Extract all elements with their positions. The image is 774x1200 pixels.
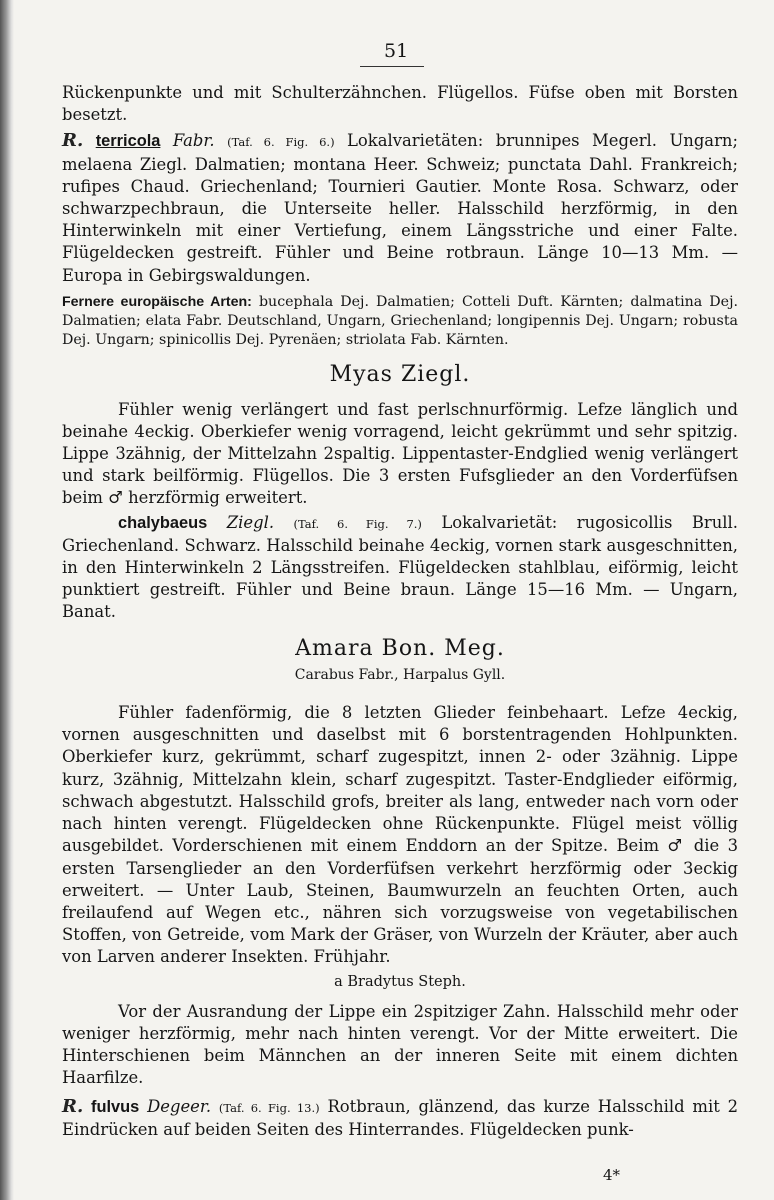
- terricola-description: Lokalvarietäten: brunnipes Megerl. Ungarn; melaena Ziegl. Dalmatien; montana Heer. Schweiz; punctata Dahl. Frankreich; rufipes Chaud. Griechenland; Tournieri Gautier. Monte Rosa. Schwarz, oder schwarzpechbraun, die Unterseite heller. Halsschild herzförmig, in den Hinterwinkeln mit einer Vertiefung, einem Längsstriche und einer Falte. Flügeldecken gestreift. Fühler und Beine rotbraun. Länge 10—13 Mm. — Europa in Gebirgswaldungen.: [62, 131, 738, 285]
- bradytus-description: Vor der Ausrandung der Lippe ein 2spitziger Zahn. Halsschild mehr oder weniger herzförmig, mehr nach hinten verengt. Vor der Mitte erweitert. Die Hinterschienen beim Männchen an der inneren Seite mit einem dichten Haarfilze.: [62, 1001, 738, 1088]
- subgenus-heading-bradytus: a Bradytus Steph.: [334, 973, 466, 990]
- terricola-entry: [62, 130, 738, 286]
- page-body: [62, 82, 738, 1141]
- species-name-terricola: terricola: [95, 132, 161, 151]
- myas-description: Fühler wenig verlängert und fast perlschnurförmig. Lefze länglich und beinahe 4eckig. Oberkiefer wenig vorragend, leicht gekrümmt und sehr spitzig. Lippe 3zähnig, der Mittelzahn 2spaltig. Lippentaster-Endglied wenig verlängert und stark beilförmig. Flügellos. Die 3 ersten Fufsglieder an den Vorderfüfsen beim ♂ herzförmig erweitert.: [62, 399, 738, 508]
- chalybaeus-entry: [62, 512, 738, 624]
- species-author: Fabr.: [172, 131, 215, 151]
- fernere-label: Fernere europäische Arten:: [62, 293, 252, 310]
- genus-heading-myas: Myas Ziegl.: [329, 362, 471, 388]
- plate-reference: (Taf. 6. Fig. 7.): [293, 516, 422, 531]
- fulvus-description: Rotbraun, glänzend, das kurze Halsschild mit 2 Eindrücken auf beiden Seiten des Hinterrandes. Flügeldecken punk-: [62, 1096, 739, 1139]
- species-author: Ziegl.: [226, 512, 275, 532]
- amara-synonyms: Carabus Fabr., Harpalus Gyll.: [294, 666, 506, 683]
- plate-reference: (Taf. 6. Fig. 6.): [227, 135, 335, 150]
- fernere-text: bucephala Dej. Dalmatien; Cotteli Duft. Kärnten; dalmatina Dej. Dalmatien; elata Fabr. Deutschland, Ungarn, Griechenland; longipennis Dej. Ungarn; robusta Dej. Ungarn; spinicollis Dej. Pyrenäen; striolata Fab. Kärnten.: [62, 293, 738, 349]
- genus-heading-amara: Amara Bon. Meg.: [295, 635, 505, 661]
- amara-description: Fühler fadenförmig, die 8 letzten Glieder feinbehaart. Lefze 4eckig, vornen ausgeschnitten und daselbst mit 6 borstentragenden Hohlpunkten. Oberkiefer kurz, gekrümmt, scharf zugespitzt, innen 2- oder 3zähnig. Lippe kurz, 3zähnig, Mittelzahn klein, scharf zugespitzt. Taster-Endglieder eiförmig, schwach abgestutzt. Halsschild grofs, breiter als lang, entweder nach vorn oder nach hinten verengt. Flügeldecken ohne Rückenpunkte. Flügel meist völlig ausgebildet. Vorderschienen mit einem Enddorn an der Spitze. Beim ♂ die 3 ersten Tarsenglieder an den Vorderfüfsen verkehrt herzförmig oder 3eckig erweitert. — Unter Laub, Steinen, Baumwurzeln an feuchten Orten, auch freilaufend auf Wegen etc., nähren sich vorzugsweise von vegetabilischen Stoffen, von Getreide, vom Mark der Gräser, von Wurzeln der Kräuter, aber auch von Larven anderer Insekten. Frühjahr.: [62, 703, 738, 967]
- book-spine-shadow: [0, 0, 14, 1200]
- page-number: 51: [384, 40, 409, 62]
- handwritten-mark: R.: [62, 1095, 84, 1117]
- plate-reference: (Taf. 6. Fig. 13.): [218, 1100, 320, 1115]
- handwritten-mark: R.: [62, 130, 84, 152]
- chalybaeus-description: Lokalvarietät: rugosicollis Brull. Griechenland. Schwarz. Halsschild beinahe 4eckig, vornen stark ausgeschnitten, in den Hinterwinkeln 2 Längsstreifen. Flügeldecken stahlblau, eiförmig, leicht punktiert gestreift. Fühler und Beine braun. Länge 15—16 Mm. — Ungarn, Banat.: [62, 512, 738, 622]
- fernere-arten: [62, 293, 738, 351]
- intro-paragraph: Rückenpunkte und mit Schulterzähnchen. Flügellos. Füfse oben mit Borsten besetzt.: [62, 83, 738, 125]
- species-name-chalybaeus: chalybaeus: [118, 513, 208, 532]
- page-number-rule: [360, 66, 424, 67]
- signature-mark: 4*: [602, 1166, 620, 1184]
- fulvus-entry: [62, 1096, 738, 1141]
- species-name-fulvus: fulvus: [91, 1097, 140, 1116]
- species-author: Degeer.: [147, 1096, 212, 1116]
